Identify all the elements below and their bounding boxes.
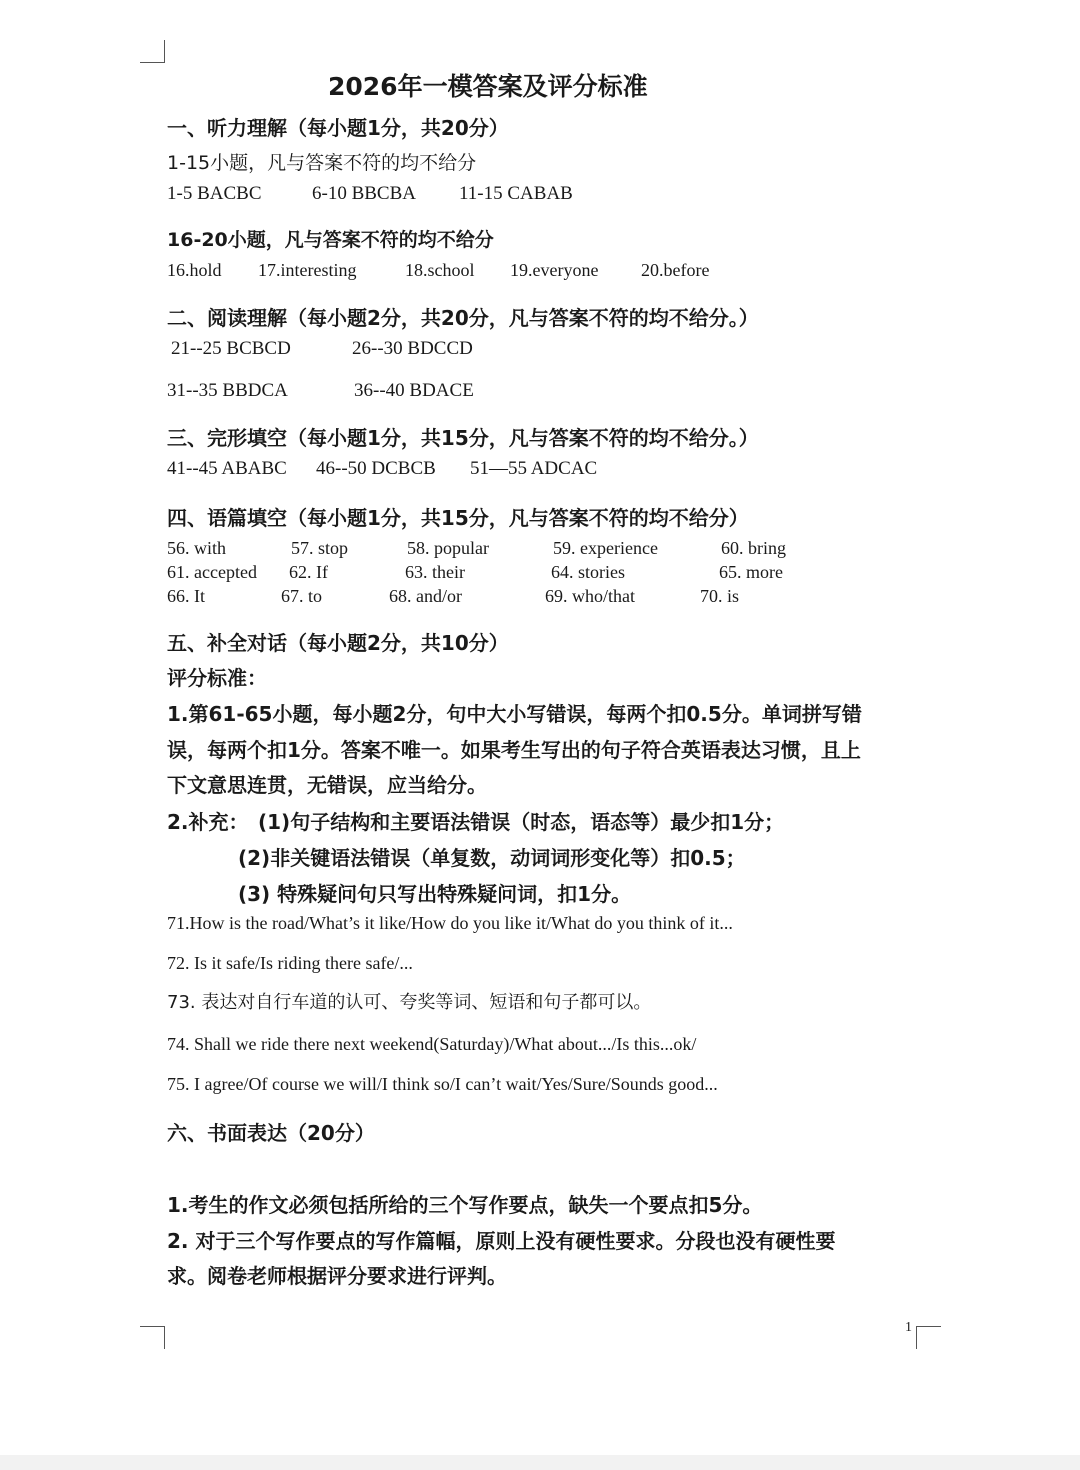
passage-fill-heading: 四、语篇填空（每小题1分，共15分，凡与答案不符的均不给分）	[167, 506, 749, 530]
dialogue-rule-2-a: (1)句子结构和主要语法错误（时态，语态等）最少扣1分；	[258, 810, 785, 834]
fill-answer-61: 61. accepted	[167, 562, 257, 582]
dialogue-rule-2-c: (3) 特殊疑问句只写出特殊疑问词，扣1分。	[238, 882, 632, 906]
dialogue-rule-2-b: (2)非关键语法错误（单复数，动词词形变化等）扣0.5；	[238, 846, 746, 870]
listening-note: 1-15小题，凡与答案不符的均不给分	[167, 152, 477, 174]
fill-answer-57: 57. stop	[291, 538, 349, 558]
dialogue-heading: 五、补全对话（每小题2分，共10分）	[167, 631, 509, 655]
dialogue-answer-71: 71.How is the road/What’s it like/How do you like it/What do you think of it...	[167, 913, 733, 933]
reading-answer-36-40: 36--40 BDACE	[354, 380, 474, 401]
writing-rule-2-line-1: 2. 对于三个写作要点的写作篇幅，原则上没有硬性要求。分段也没有硬性要	[167, 1229, 836, 1253]
listening-word-18: 18.school	[405, 260, 475, 280]
writing-rule-2-line-2: 求。阅卷老师根据评分要求进行评判。	[167, 1264, 507, 1288]
listening-note-2: 16-20小题，凡与答案不符的均不给分	[167, 229, 494, 251]
fill-answer-68: 68. and/or	[389, 586, 462, 606]
dialogue-answer-74: 74. Shall we ride there next weekend(Saturday)/What about.../Is this...ok/	[167, 1034, 697, 1054]
listening-answer-3: 11-15 CABAB	[459, 183, 573, 204]
listening-word-16: 16.hold	[167, 260, 222, 280]
listening-word-17: 17.interesting	[258, 260, 357, 280]
listening-answer-2: 6-10 BBCBA	[312, 183, 416, 204]
fill-answer-59: 59. experience	[553, 538, 658, 558]
dialogue-answer-73: 73. 表达对自行车道的认可、夸奖等词、短语和句子都可以。	[167, 992, 652, 1013]
fill-answer-56: 56. with	[167, 538, 227, 558]
dialogue-rule-1-line-1: 1.第61-65小题，每小题2分，句中大小写错误，每两个扣0.5分。单词拼写错	[167, 702, 862, 726]
fill-answer-64: 64. stories	[551, 562, 625, 582]
listening-heading: 一、听力理解（每小题1分，共20分）	[167, 116, 509, 140]
cloze-answer-51-55: 51—55 ADCAC	[470, 458, 598, 479]
cloze-answer-41-45: 41--45 ABABC	[167, 458, 287, 479]
writing-heading: 六、书面表达（20分）	[167, 1121, 375, 1145]
dialogue-answer-75: 75. I agree/Of course we will/I think so/I can’t wait/Yes/Sure/Sounds good...	[167, 1074, 718, 1094]
dialogue-rule-1-line-2: 误，每两个扣1分。答案不唯一。如果考生写出的句子符合英语表达习惯，且上	[167, 738, 861, 762]
crop-mark-bottom-left	[140, 1326, 165, 1349]
dialogue-rule-2-label: 2.补充：	[167, 810, 249, 834]
fill-answer-66: 66. It	[167, 586, 205, 606]
page-number: 1	[905, 1320, 912, 1335]
fill-answer-67: 67. to	[281, 586, 323, 606]
cloze-answer-46-50: 46--50 DCBCB	[316, 458, 436, 479]
criteria-label: 评分标准：	[167, 666, 267, 690]
dialogue-rule-1-line-3: 下文意思连贯，无错误，应当给分。	[167, 773, 487, 797]
writing-rule-1: 1.考生的作文必须包括所给的三个写作要点，缺失一个要点扣5分。	[167, 1193, 763, 1217]
crop-mark-bottom-right	[916, 1326, 941, 1349]
fill-answer-70: 70. is	[700, 586, 740, 606]
fill-answer-62: 62. If	[289, 562, 328, 582]
crop-mark-top-left	[140, 40, 165, 63]
fill-answer-63: 63. their	[405, 562, 465, 582]
bottom-margin-band	[0, 1455, 1080, 1470]
listening-word-19: 19.everyone	[510, 260, 599, 280]
reading-answer-31-35: 31--35 BBDCA	[167, 380, 288, 401]
fill-answer-69: 69. who/that	[545, 586, 635, 606]
dialogue-answer-72: 72. Is it safe/Is riding there safe/...	[167, 953, 413, 973]
fill-answer-60: 60. bring	[721, 538, 786, 558]
document-title: 2026年一模答案及评分标准	[328, 72, 648, 101]
reading-heading: 二、阅读理解（每小题2分，共20分，凡与答案不符的均不给分。）	[167, 306, 759, 330]
reading-answer-21-25: 21--25 BCBCD	[171, 338, 291, 359]
reading-answer-26-30: 26--30 BDCCD	[352, 338, 473, 359]
fill-answer-65: 65. more	[719, 562, 783, 582]
cloze-heading: 三、完形填空（每小题1分，共15分，凡与答案不符的均不给分。）	[167, 426, 759, 450]
listening-answer-1: 1-5 BACBC	[167, 183, 262, 204]
fill-answer-58: 58. popular	[407, 538, 489, 558]
listening-word-20: 20.before	[641, 260, 710, 280]
